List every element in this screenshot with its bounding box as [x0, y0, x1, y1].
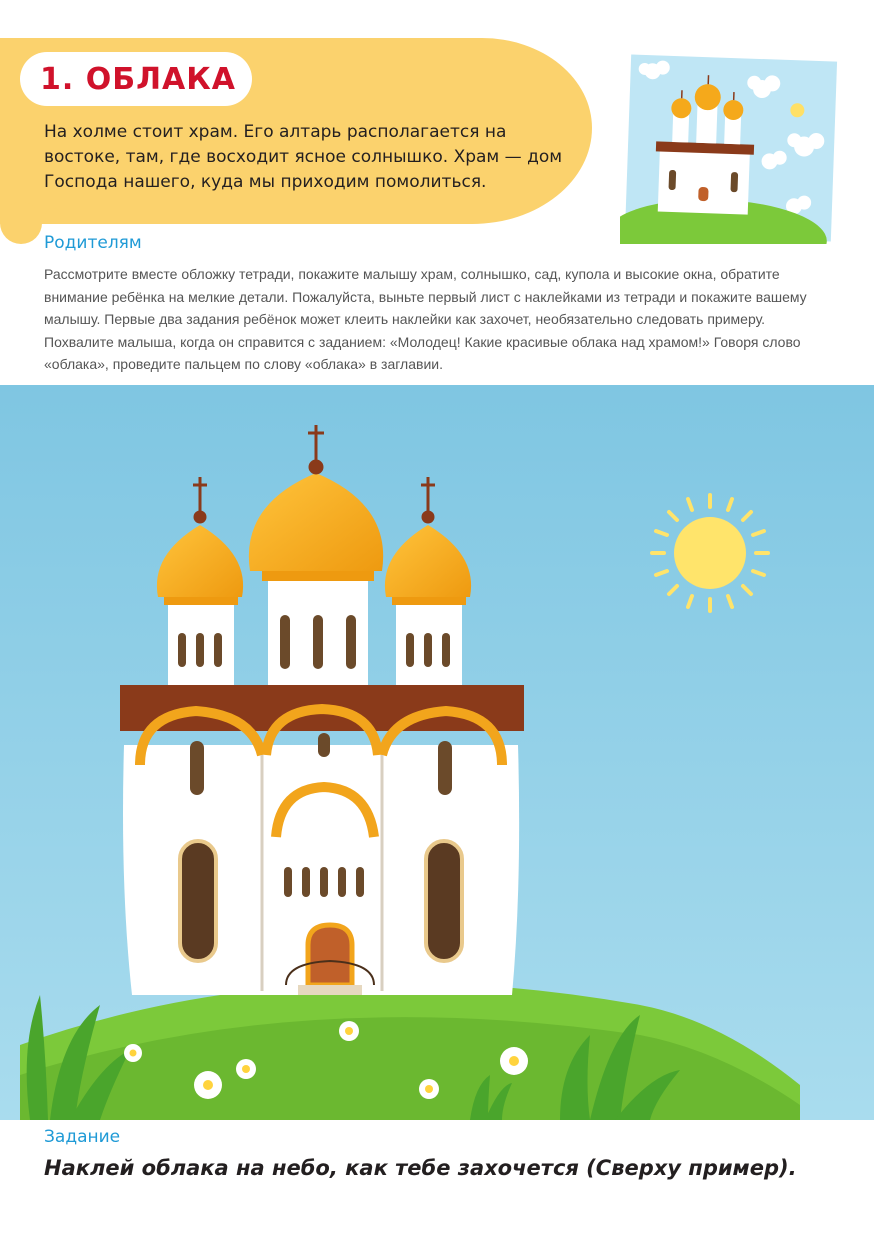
example-thumbnail	[620, 52, 842, 244]
banner-bubble	[0, 202, 42, 244]
church-scene	[0, 385, 874, 1120]
intro-text: На холме стоит храм. Его алтарь располагается на востоке, там, где восходит ясное солнышко. Храм — дом Господа нашего, куда мы приходим помолиться.	[44, 122, 563, 192]
parents-text: Рассмотрите вместе обложку тетради, покажите малышу храм, солнышко, сад, купола и высокие окна, обратите внимание ребёнка на мелкие детали. Пожалуйста, выньте первый лист с наклейками из тетради и покажите вашему малышу. Первые два задания ребёнок может клеить наклейки как захочет, необязательно следовать примеру. Похвалите малыша, когда он справится с заданием: «Молодец! Какие красивые облака над храмом!» Говоря слово «облака», проведите пальцем по слову «облака» в заглавии.	[44, 266, 807, 372]
parents-heading: Родителям	[44, 233, 142, 253]
title-pill	[20, 52, 252, 106]
task-text: Наклей облака на небо, как тебе захочется (Сверху пример).	[44, 1156, 797, 1180]
banner-bubble-small	[45, 208, 61, 224]
page-title: 1. ОБЛАКА	[40, 61, 236, 97]
task-heading: Задание	[44, 1127, 121, 1147]
